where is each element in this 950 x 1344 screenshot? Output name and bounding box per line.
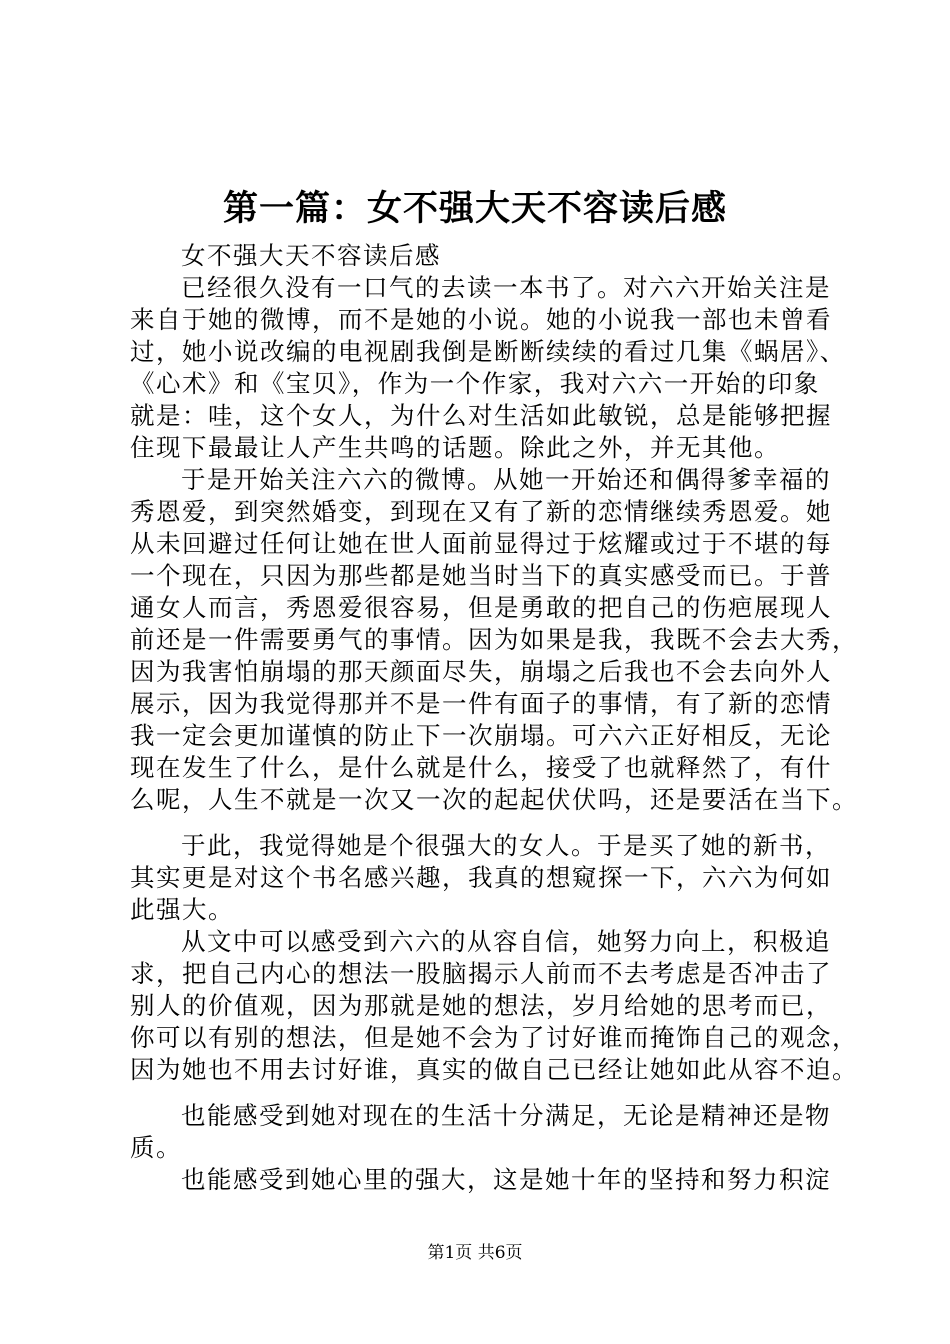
body-line: 过，她小说改编的电视剧我倒是断断续续的看过几集《蜗居》、 <box>130 337 846 366</box>
body-line: 现在发生了什么，是什么就是什么，接受了也就释然了，有什 <box>130 753 832 782</box>
body-line: 一个现在，只因为那些都是她当时当下的真实感受而已。于普 <box>130 561 832 590</box>
body-line: 已经很久没有一口气的去读一本书了。对六六开始关注是 <box>181 273 831 302</box>
document-title: 第一篇：女不强大天不容读后感 <box>222 188 727 229</box>
body-line: 来自于她的微博，而不是她的小说。她的小说我一部也未曾看 <box>130 305 832 334</box>
body-line: 于是开始关注六六的微博。从她一开始还和偶得爹幸福的 <box>181 465 831 494</box>
body-line: 前还是一件需要勇气的事情。因为如果是我，我既不会去大秀， <box>130 625 858 654</box>
body-line: 此强大。 <box>130 895 234 924</box>
body-line: 也能感受到她对现在的生活十分满足，无论是精神还是物 <box>181 1101 831 1130</box>
body-line: 其实更是对这个书名感兴趣，我真的想窥探一下，六六为何如 <box>130 863 832 892</box>
body-line: 从文中可以感受到六六的从容自信，她努力向上，积极追 <box>181 927 831 956</box>
page-indicator: 第1页 共6页 <box>427 1243 523 1263</box>
body-line: 从未回避过任何让她在世人面前显得过于炫耀或过于不堪的每 <box>130 529 832 558</box>
body-line: 求，把自己内心的想法一股脑揭示人前而不去考虑是否冲击了 <box>130 959 832 988</box>
subtitle-line: 女不强大天不容读后感 <box>181 241 441 270</box>
body-line: 么呢，人生不就是一次又一次的起起伏伏吗，还是要活在当下。 <box>130 785 858 814</box>
body-line: 于此，我觉得她是个很强大的女人。于是买了她的新书， <box>181 831 831 860</box>
body-line: 我一定会更加谨慎的防止下一次崩塌。可六六正好相反，无论 <box>130 721 832 750</box>
body-line: 通女人而言，秀恩爱很容易，但是勇敢的把自己的伤疤展现人 <box>130 593 832 622</box>
body-line: 展示，因为我觉得那并不是一件有面子的事情，有了新的恋情 <box>130 689 832 718</box>
body-line: 你可以有别的想法，但是她不会为了讨好谁而掩饰自己的观念， <box>130 1023 858 1052</box>
body-line: 因为我害怕崩塌的那天颜面尽失，崩塌之后我也不会去向外人 <box>130 657 832 686</box>
body-line: 秀恩爱，到突然婚变，到现在又有了新的恋情继续秀恩爱。她 <box>130 497 832 526</box>
body-line: 质。 <box>130 1133 182 1162</box>
body-line: 《心术》和《宝贝》，作为一个作家，我对六六一开始的印象 <box>130 369 820 398</box>
body-line: 因为她也不用去讨好谁，真实的做自己已经让她如此从容不迫。 <box>130 1055 858 1084</box>
body-line: 别人的价值观，因为那就是她的想法，岁月给她的思考而已， <box>130 991 832 1020</box>
body-line: 也能感受到她心里的强大，这是她十年的坚持和努力积淀 <box>181 1165 831 1194</box>
body-line: 住现下最最让人产生共鸣的话题。除此之外，并无其他。 <box>130 433 780 462</box>
body-line: 就是：哇，这个女人，为什么对生活如此敏锐，总是能够把握 <box>130 401 832 430</box>
